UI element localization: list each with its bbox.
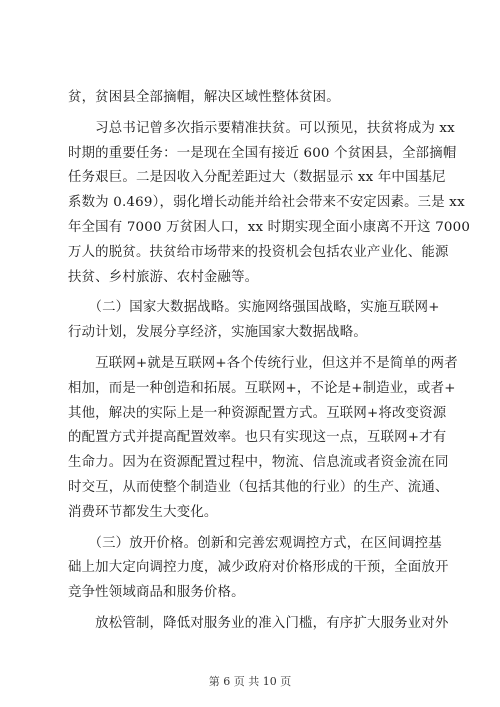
text-line: 础上加大定向调控力度，减少政府对价格形成的干预，全面放开	[68, 560, 449, 576]
text-line: （三）放开价格。创新和完善宏观调控方式，在区间调控基	[68, 535, 442, 551]
paragraph-3	[68, 296, 440, 346]
text-line: 互联网+就是互联网+各个传统行业，但这并不是简单的两者	[68, 355, 458, 371]
text-line: 消费环节都发生大变化。	[68, 504, 218, 520]
text-line: （二）国家大数据战略。实施网络强国战略，实施互联网+	[68, 300, 440, 316]
text-line: 年全国有 7000 万贫困人口，xx 时期实现全面小康离不开这 7000	[68, 219, 471, 235]
text-line: 扶贫、乡村旅游、农村金融等。	[68, 269, 259, 285]
text-line: 其他，解决的实际上是一种资源配置方式。互联网+将改变资源	[68, 405, 447, 421]
text-line: 时期的重要任务：一是现在全国有接近 600 个贫困县，全部摘帽	[68, 145, 457, 161]
text-line: 行动计划，发展分享经济，实施国家大数据战略。	[68, 325, 367, 341]
text-line: 时交互，从而使整个制造业（包括其他的行业）的生产、流通、	[68, 479, 449, 495]
text-line: 相加，而是一种创造和拓展。互联网+，不论是+制造业，或者+	[68, 380, 456, 396]
text-line: 系数为 0.469），弱化增长动能并给社会带来不安定因素。三是 xx	[68, 195, 465, 211]
paragraph-6	[68, 612, 449, 637]
text-line: 放松管制，降低对服务业的准入门槛，有序扩大服务业对外	[68, 615, 449, 631]
text-line: 习总书记曾多次指示要精准扶贫。可以预见，扶贫将成为 xx	[68, 120, 455, 136]
page-number-footer: 第 6 页 共 10 页	[208, 675, 292, 688]
paragraph-5	[68, 532, 449, 606]
body-text	[68, 86, 471, 643]
paragraph-2	[68, 117, 471, 291]
text-line: 竞争性领域商品和服务价格。	[68, 585, 245, 601]
paragraph-1	[68, 86, 440, 111]
text-line: 任务艰巨。二是因收入分配差距过大（数据显示 xx 年中国基尼	[68, 170, 446, 186]
text-line: 万人的脱贫。扶贫给市场带来的投资机会包括农业产业化、能源	[68, 244, 449, 260]
text-line: 的配置方式并提高配置效率。也只有实现这一点，互联网+才有	[68, 430, 447, 446]
text-line: 贫，贫困县全部摘帽，解决区域性整体贫困。	[68, 90, 340, 105]
paragraph-4	[68, 352, 458, 526]
text-line: 生命力。因为在资源配置过程中，物流、信息流或者资金流在同	[68, 455, 449, 471]
